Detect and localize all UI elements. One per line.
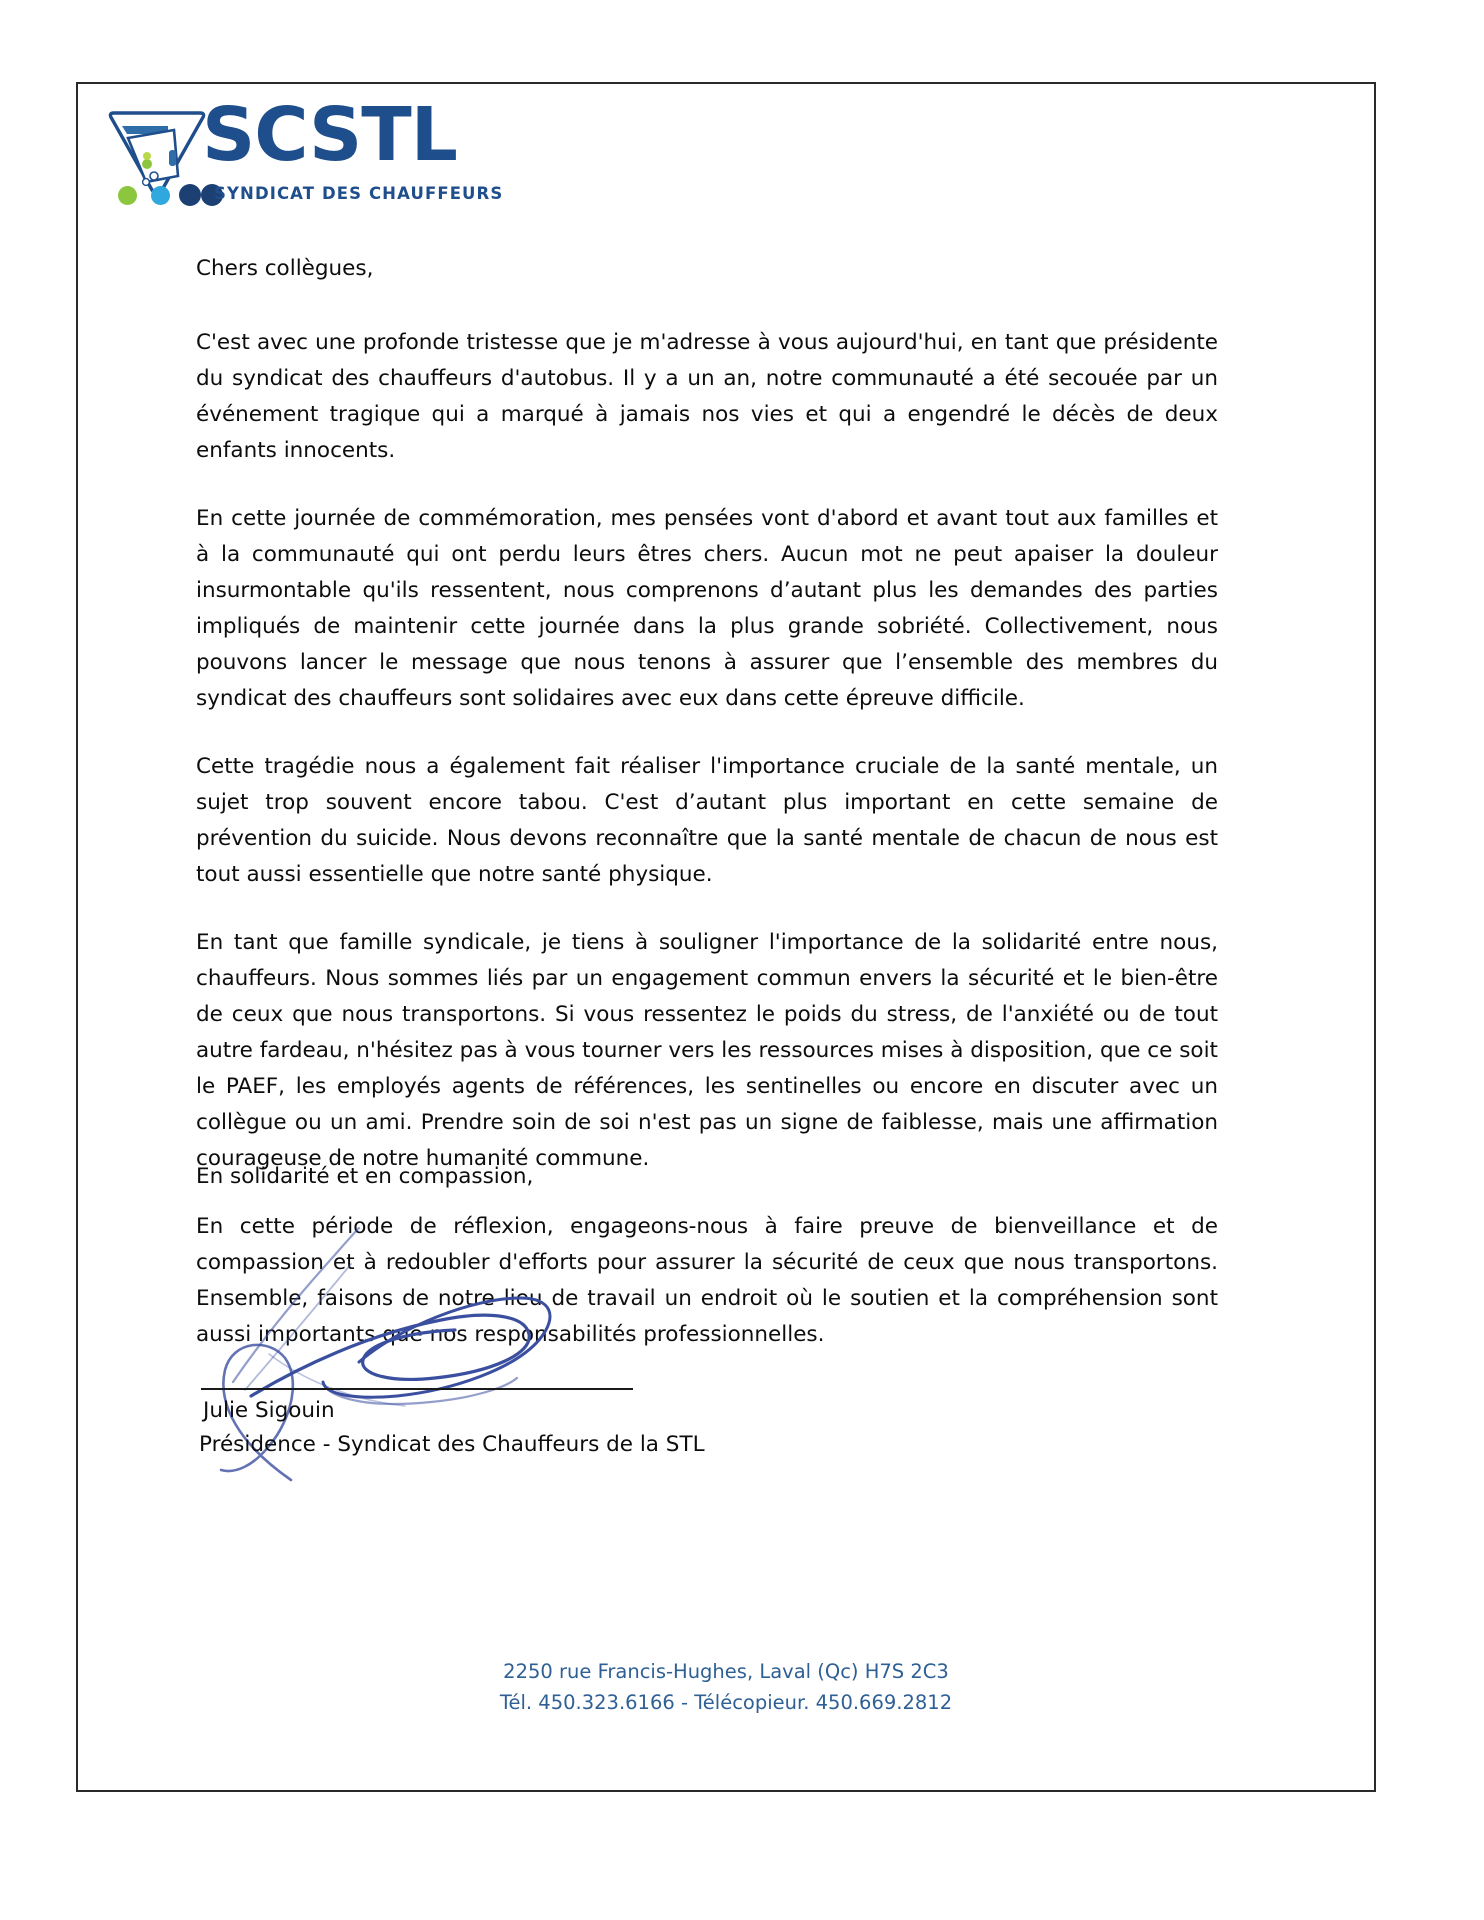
paragraph-2: En cette journée de commémoration, mes pensées vont d'abord et avant tout aux familles et à la communauté qui ont perdu leurs êtres chers. Aucun mot ne peut apaiser la douleur insurmontable qu'ils ressentent, nous comprenons d’autant plus les demandes des parties impliqués de maintenir cette journée dans la plus grande sobriété. Collectivement, nous pouvons lancer le message que nous tenons à assurer que l’ensemble des membres du syndicat des chauffeurs sont solidaires avec eux dans cette épreuve difficile.	[196, 506, 1218, 711]
salutation: Chers collègues,	[196, 256, 374, 281]
closing-line: En solidarité et en compassion,	[196, 1164, 534, 1189]
letterhead	[106, 92, 506, 224]
signatory-title: Présidence - Syndicat des Chauffeurs de la STL	[199, 1432, 705, 1457]
letter-sheet	[76, 82, 1376, 1792]
signature-block	[173, 1194, 733, 1484]
paragraph-3: Cette tragédie nous a également fait réaliser l'importance cruciale de la santé mentale, un sujet trop souvent encore tabou. C'est d’autant plus important en cette semaine de prévention du suicide. Nous devons reconnaître que la santé mentale de chacun de nous est tout aussi essentielle que notre santé physique.	[196, 754, 1218, 887]
footer-address: 2250 rue Francis-Hughes, Laval (Qc) H7S 2C3	[503, 1660, 949, 1683]
logo-tagline: SYNDICAT DES CHAUFFEURS	[214, 184, 504, 203]
footer-contact: Tél. 450.323.6166 - Télécopieur. 450.669.2812	[499, 1691, 953, 1714]
logo-dot-green	[118, 186, 137, 205]
signatory-name: Julie Sigouin	[203, 1398, 335, 1423]
logo-dot-cyan	[151, 186, 170, 205]
logo-dot-navy-1	[179, 184, 201, 206]
paragraph-5: En cette période de réflexion, engageons-nous à faire preuve de bienveillance et de compassion et à redoubler d'efforts pour assurer la sécurité de ceux que nous transportons. Ensemble, faisons de notre lieu de travail un endroit où le soutien et la compréhension sont aussi importants que nos responsabilités professionnelles.	[196, 1214, 1218, 1347]
letter-footer	[78, 1656, 1374, 1718]
paragraph-4: En tant que famille syndicale, je tiens à souligner l'importance de la solidarité entre nous, chauffeurs. Nous sommes liés par un engagement commun envers la sécurité et le bien-être de ceux que nous transportons. Si vous ressentez le poids du stress, de l'anxiété ou de tout autre fardeau, n'hésitez pas à vous tourner vers les ressources mises à disposition, que ce soit le PAEF, les employés agents de références, les sentinelles ou encore en discuter avec un collègue ou un ami. Prendre soin de soi n'est pas un signe de faiblesse, mais une affirmation courageuse de notre humanité commune.	[196, 930, 1218, 1171]
logo-wordmark: SCSTL	[202, 92, 457, 178]
signature-rule	[201, 1388, 633, 1390]
paragraph-1: C'est avec une profonde tristesse que je m'adresse à vous aujourd'hui, en tant que présidente du syndicat des chauffeurs d'autobus. Il y a un an, notre communauté a été secouée par un événement tragique qui a marqué à jamais nos vies et qui a engendré le décès de deux enfants innocents.	[196, 330, 1218, 463]
